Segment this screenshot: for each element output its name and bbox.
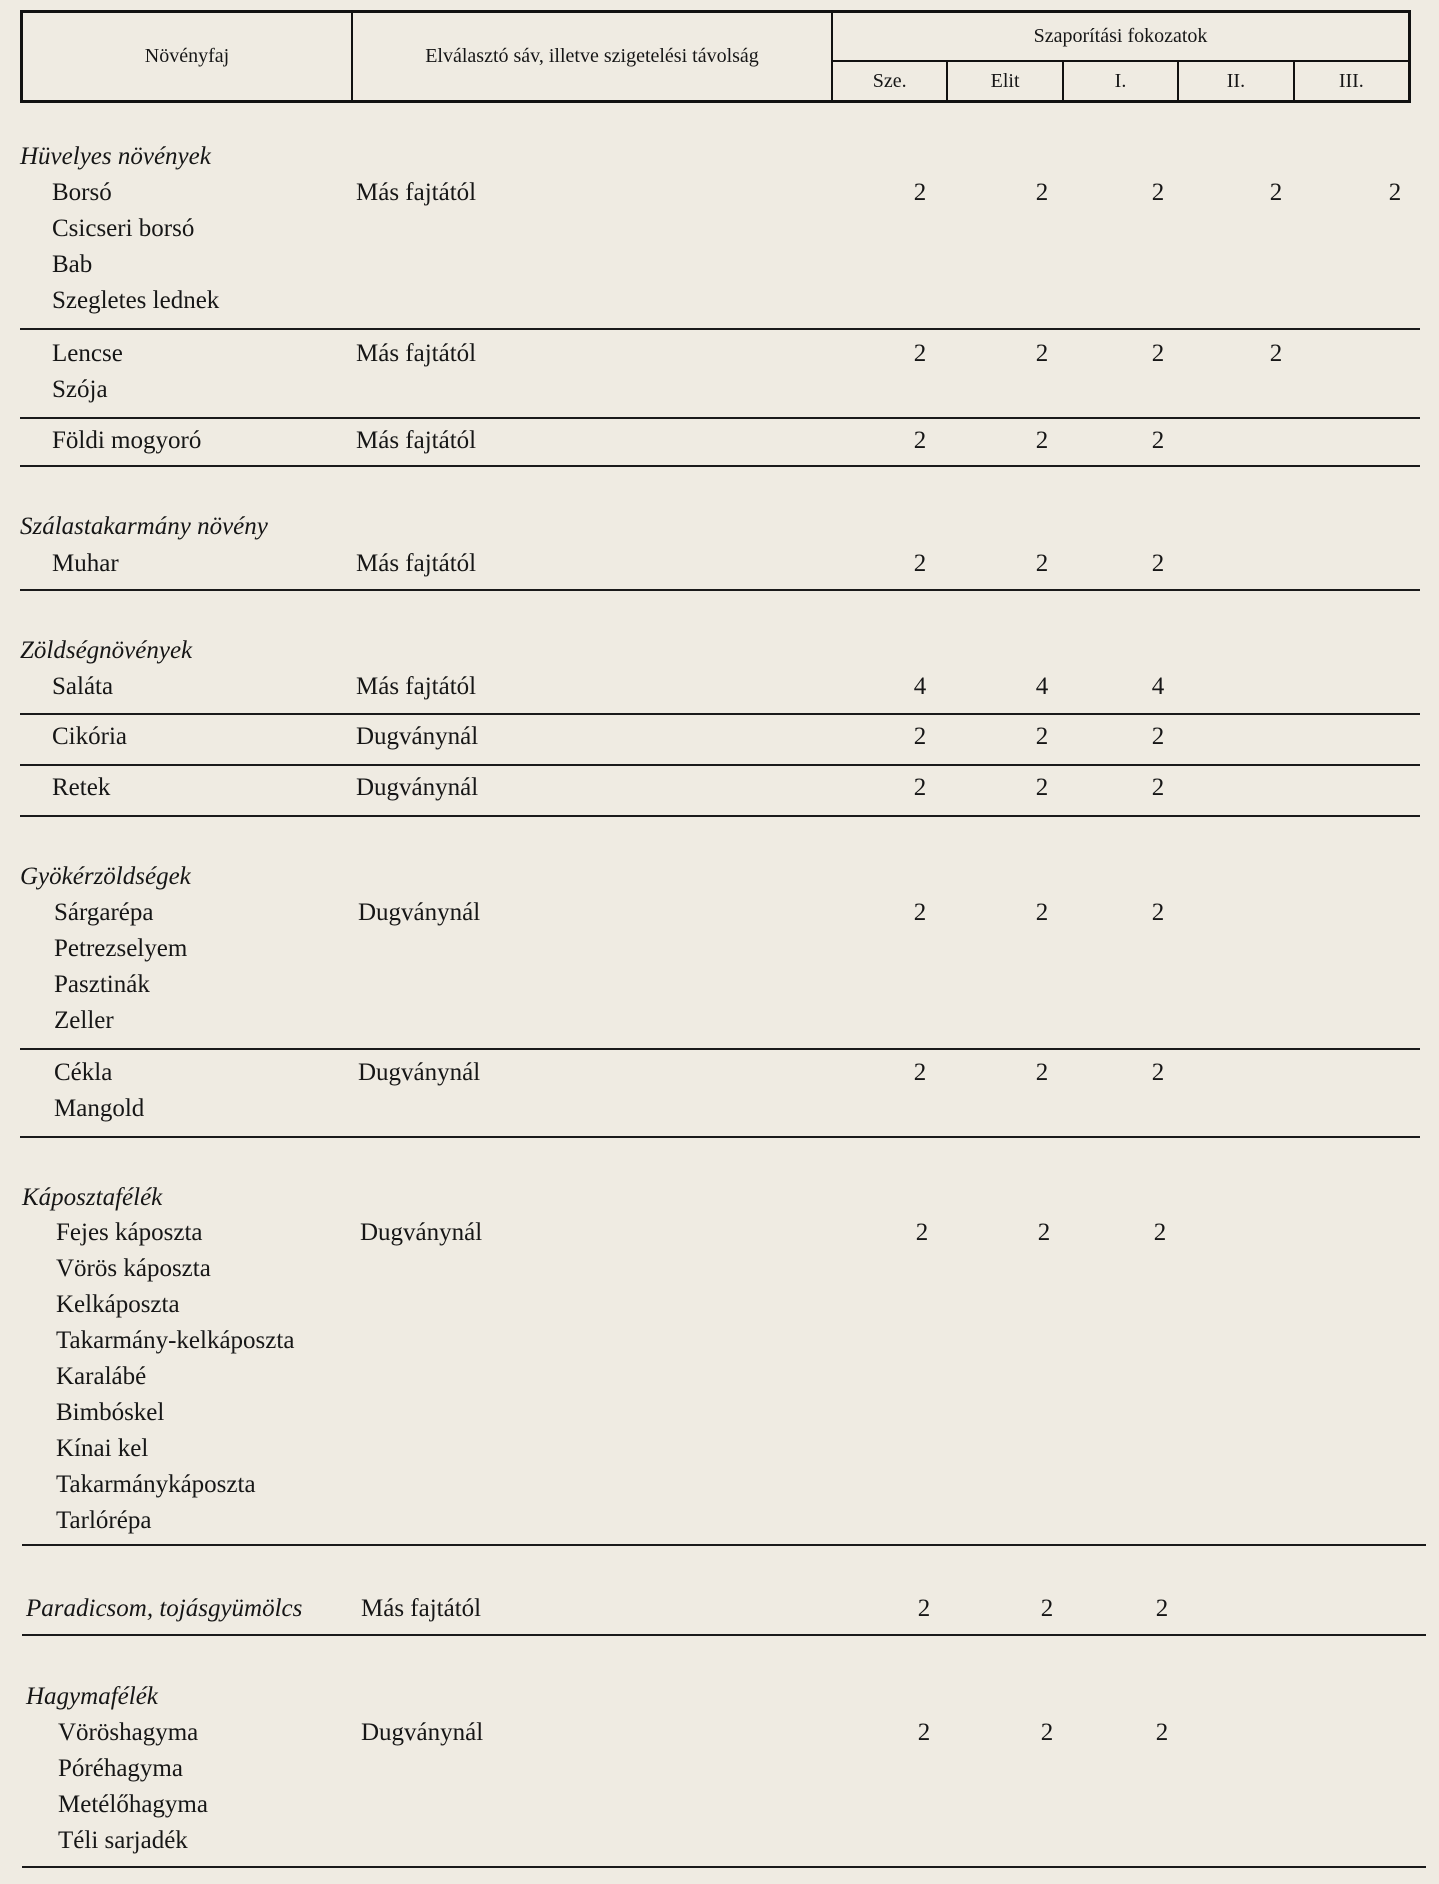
- header-stage-i: I.: [1064, 62, 1179, 100]
- stage-value: 2: [913, 550, 927, 577]
- stage-value: 2: [1151, 550, 1165, 577]
- stage-value: 2: [1155, 1719, 1169, 1746]
- row-divider: [22, 1866, 1426, 1868]
- crop-name: Téli sarjadék: [58, 1827, 188, 1854]
- row-divider: [22, 1544, 1426, 1546]
- row-divider: [20, 417, 1420, 419]
- crop-name: Borsó: [52, 179, 112, 206]
- stage-value: 4: [913, 673, 927, 700]
- crop-name: Vöröshagyma: [58, 1719, 199, 1746]
- stage-value: 2: [1151, 899, 1165, 926]
- row-divider: [20, 1048, 1420, 1050]
- category-label: Paradicsom, tojásgyümölcs: [26, 1595, 303, 1622]
- stage-value: 2: [913, 179, 927, 206]
- crop-name: Tarlórépa: [56, 1507, 152, 1534]
- crop-name: Bab: [52, 251, 93, 278]
- distance-value: Más fajtától: [356, 550, 477, 577]
- crop-name: Cékla: [54, 1059, 113, 1086]
- stage-value: 2: [1388, 179, 1402, 206]
- stage-value: 2: [1035, 427, 1049, 454]
- crop-name: Retek: [52, 774, 111, 801]
- stage-value: 2: [913, 899, 927, 926]
- header-stage-iii: III.: [1338, 69, 1364, 92]
- stage-value: 2: [1035, 550, 1049, 577]
- crop-name: Vörös káposzta: [56, 1255, 211, 1282]
- crop-name: Szegletes lednek: [52, 287, 220, 314]
- stage-value: 2: [917, 1719, 931, 1746]
- stage-value: 2: [1035, 899, 1049, 926]
- stage-value: 2: [1151, 340, 1165, 367]
- crop-name: Mangold: [54, 1095, 145, 1122]
- stage-value: 2: [1035, 179, 1049, 206]
- distance-value: Dugványnál: [358, 899, 481, 926]
- crop-name: Karalábé: [56, 1363, 147, 1390]
- row-divider: [20, 815, 1420, 817]
- stage-value: 2: [1269, 179, 1283, 206]
- header-stage-ii: II.: [1179, 62, 1294, 100]
- crop-name: Póréhagyma: [58, 1755, 183, 1782]
- crop-name: Szója: [52, 376, 108, 403]
- category-label: Szálastakarmány növény: [20, 513, 268, 540]
- crop-name: Muhar: [52, 550, 119, 577]
- crop-name: Takarmány-kelkáposzta: [56, 1327, 295, 1354]
- header-stages-title: Szaporítási fokozatok: [833, 13, 1408, 62]
- distance-value: Dugványnál: [356, 774, 479, 801]
- stage-value: 2: [1040, 1595, 1054, 1622]
- stage-value: 2: [1151, 774, 1165, 801]
- stage-value: 2: [1040, 1719, 1054, 1746]
- distance-value: Más fajtától: [356, 673, 477, 700]
- stage-value: 2: [1153, 1219, 1167, 1246]
- stage-value: 2: [1269, 340, 1283, 367]
- crop-name: Takarmánykáposzta: [56, 1471, 256, 1498]
- stage-value: 2: [913, 774, 927, 801]
- distance-value: Más fajtától: [356, 427, 477, 454]
- distance-value: Más fajtától: [361, 1595, 482, 1622]
- crop-name: Cikória: [52, 723, 127, 750]
- stage-value: 2: [1151, 1059, 1165, 1086]
- crop-name: Sárgarépa: [54, 899, 154, 926]
- category-label: Hüvelyes növények: [20, 143, 211, 170]
- row-divider: [22, 1634, 1426, 1636]
- crop-name: Fejes káposzta: [56, 1219, 203, 1246]
- crop-name: Kínai kel: [56, 1435, 149, 1462]
- stage-value: 2: [913, 1059, 927, 1086]
- distance-value: Más fajtától: [356, 340, 477, 367]
- stage-value: 2: [1035, 723, 1049, 750]
- stage-value: 2: [1035, 1059, 1049, 1086]
- distance-value: Dugványnál: [360, 1219, 483, 1246]
- stage-value: 2: [913, 723, 927, 750]
- stage-value: 2: [1155, 1595, 1169, 1622]
- stage-value: 2: [915, 1219, 929, 1246]
- crop-name: Metélőhagyma: [58, 1791, 208, 1818]
- row-divider: [20, 764, 1420, 766]
- crop-name: Lencse: [52, 340, 123, 367]
- category-label: Káposztafélék: [22, 1184, 163, 1211]
- crop-name: Kelkáposzta: [56, 1291, 180, 1318]
- distance-value: Más fajtától: [356, 179, 477, 206]
- crop-name: Saláta: [52, 673, 114, 700]
- row-divider: [20, 328, 1420, 330]
- stage-value: 4: [1151, 673, 1165, 700]
- distance-value: Dugványnál: [356, 723, 479, 750]
- stage-value: 2: [1035, 340, 1049, 367]
- header-stage-elit: Elit: [948, 62, 1063, 100]
- crop-name: Földi mogyoró: [52, 427, 202, 454]
- category-label: Hagymafélék: [26, 1683, 158, 1710]
- stage-value: 2: [1037, 1219, 1051, 1246]
- stage-value: 2: [1151, 179, 1165, 206]
- row-divider: [20, 589, 1420, 591]
- stage-value: 2: [913, 427, 927, 454]
- header-distance-column: Elválasztó sáv, illetve szigetelési távolság: [353, 13, 833, 100]
- crop-name: Petrezselyem: [54, 935, 188, 962]
- distance-value: Dugványnál: [358, 1059, 481, 1086]
- stage-value: 2: [1151, 427, 1165, 454]
- crop-name: Pasztinák: [54, 971, 150, 998]
- stage-value: 2: [913, 340, 927, 367]
- row-divider: [20, 465, 1420, 467]
- stage-value: 4: [1035, 673, 1049, 700]
- category-label: Gyökérzöldségek: [20, 863, 191, 890]
- distance-value: Dugványnál: [361, 1719, 484, 1746]
- row-divider: [20, 713, 1420, 715]
- crop-name: Bimbóskel: [56, 1399, 165, 1426]
- stage-value: 2: [1035, 774, 1049, 801]
- category-label: Zöldségnövények: [20, 637, 193, 664]
- header-crop-column: Növényfaj: [23, 13, 353, 100]
- crop-name: Zeller: [54, 1007, 114, 1034]
- row-divider: [20, 1136, 1420, 1138]
- stage-value: 2: [1151, 723, 1165, 750]
- crop-name: Csicseri borsó: [52, 215, 195, 242]
- stage-value: 2: [917, 1595, 931, 1622]
- header-stage-sze: Sze.: [833, 62, 948, 100]
